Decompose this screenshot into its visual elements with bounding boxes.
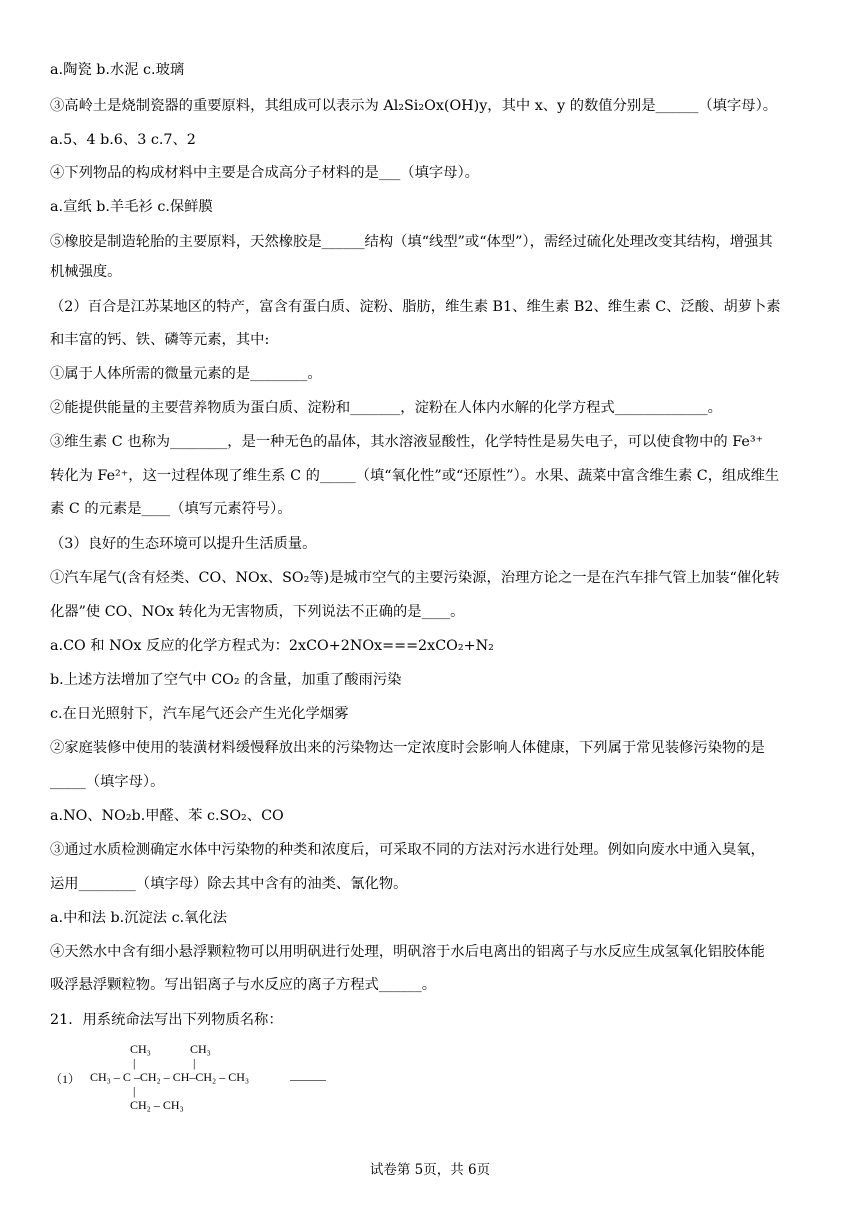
text-line: 吸浮悬浮颗粒物。写出铝离子与水反应的离子方程式______。 bbox=[50, 977, 437, 993]
text-line: c.在日光照射下，汽车尾气还会产生光化学烟雾 bbox=[50, 706, 349, 722]
text-line: （3）良好的生态环境可以提升生活质量。 bbox=[50, 536, 317, 552]
text-line: 转化为 Fe²⁺，这一过程体现了维生系 C 的_____（填“氧化性”或“还原性”）。水果、蔬菜中富含维生素 C，组成维生 bbox=[50, 468, 780, 484]
text-line: 机械强度。 bbox=[50, 264, 122, 280]
main-carbon-chain: CH₃ – C –CH₂ – CH–CH₂ – CH₃ bbox=[90, 1070, 250, 1084]
methyl-group-top-left: CH₃ bbox=[130, 1042, 151, 1056]
structural-formula bbox=[50, 1040, 390, 1120]
text-line: 和丰富的钙、铁、磷等元素，其中: bbox=[50, 332, 270, 348]
text-line: ②家庭装修中使用的装潢材料缓慢释放出来的污染物达一定浓度时会影响人体健康，下列属于常见装修污染物的是 bbox=[50, 740, 765, 756]
text-line: a.CO 和 NOx 反应的化学方程式为：2xCO+2NOx===2xCO₂+N₂ bbox=[50, 638, 494, 654]
bond-vertical: | bbox=[133, 1056, 136, 1070]
text-line: ③通过水质检测确定水体中污染物的种类和浓度后，可采取不同的方法对污水进行处理。例如向废水中通入臭氧， bbox=[50, 842, 765, 858]
text-line: ③高岭土是烧制瓷器的重要原料，其组成可以表示为 Al₂Si₂Ox(OH)y，其中 x、y 的数值分别是______（填字母）。 bbox=[50, 98, 778, 114]
text-line: ③维生素 C 也称为________，是一种无色的晶体，其水溶液显酸性，化学特性是易失电子，可以使食物中的 Fe³⁺ bbox=[50, 434, 764, 450]
text-line: ④下列物品的构成材料中主要是合成高分子材料的是___（填字母）。 bbox=[50, 165, 479, 181]
methyl-group-top-right: CH₃ bbox=[190, 1042, 211, 1056]
bond-vertical: | bbox=[193, 1056, 196, 1070]
text-line: a.5、4 b.6、3 c.7、2 bbox=[50, 132, 196, 148]
text-line: a.中和法 b.沉淀法 c.氧化法 bbox=[50, 910, 228, 926]
text-line: ①属于人体所需的微量元素的是________。 bbox=[50, 366, 322, 382]
ethyl-group-bottom: CH₂ – CH₃ bbox=[130, 1098, 184, 1112]
text-line: （2）百合是江苏某地区的特产，富含有蛋白质、淀粉、脂肪，维生素 B1、维生素 B2、维生素 C、泛酸、胡萝卜素 bbox=[50, 299, 781, 315]
text-line: a.宣纸 b.羊毛衫 c.保鲜膜 bbox=[50, 199, 213, 215]
text-line: _____（填字母）。 bbox=[50, 774, 165, 790]
text-line: 21．用系统命法写出下列物质名称： bbox=[50, 1012, 283, 1028]
text-line: b.上述方法增加了空气中 CO₂ 的含量，加重了酸雨污染 bbox=[50, 672, 402, 688]
text-line: ①汽车尾气(含有烃类、CO、NOx、SO₂等)是城市空气的主要污染源，治理方论之一是在汽车排气管上加装“催化转 bbox=[50, 570, 780, 586]
text-line: ⑤橡胶是制造轮胎的主要原料，天然橡胶是______结构（填“线型”或“体型”），需经过硫化处理改变其结构，增强其 bbox=[50, 234, 773, 250]
text-line: ④天然水中含有细小悬浮颗粒物可以用明矾进行处理，明矾溶于水后电离出的铝离子与水反应生成氢氧化铝胶体能 bbox=[50, 944, 765, 960]
text-line: a.陶瓷 b.水泥 c.玻璃 bbox=[50, 62, 185, 78]
bond-vertical: | bbox=[133, 1084, 136, 1098]
page-footer: 试卷第 5页，共 6页 bbox=[369, 1162, 491, 1178]
text-line: 化器”使 CO、NOx 转化为无害物质，下列说法不正确的是____。 bbox=[50, 604, 465, 620]
text-line: ②能提供能量的主要营养物质为蛋白质、淀粉和_______，淀粉在人体内水解的化学方程式_____________。 bbox=[50, 400, 722, 416]
text-line: 运用________（填字母）除去其中含有的油类、氰化物。 bbox=[50, 876, 408, 892]
answer-blank: ______ bbox=[290, 1068, 326, 1082]
sub-question-label: （1） bbox=[50, 1072, 81, 1086]
text-line: a.NO、NO₂b.甲醛、苯 c.SO₂、CO bbox=[50, 808, 284, 824]
text-line: 素 C 的元素是____（填写元素符号）。 bbox=[50, 501, 292, 517]
